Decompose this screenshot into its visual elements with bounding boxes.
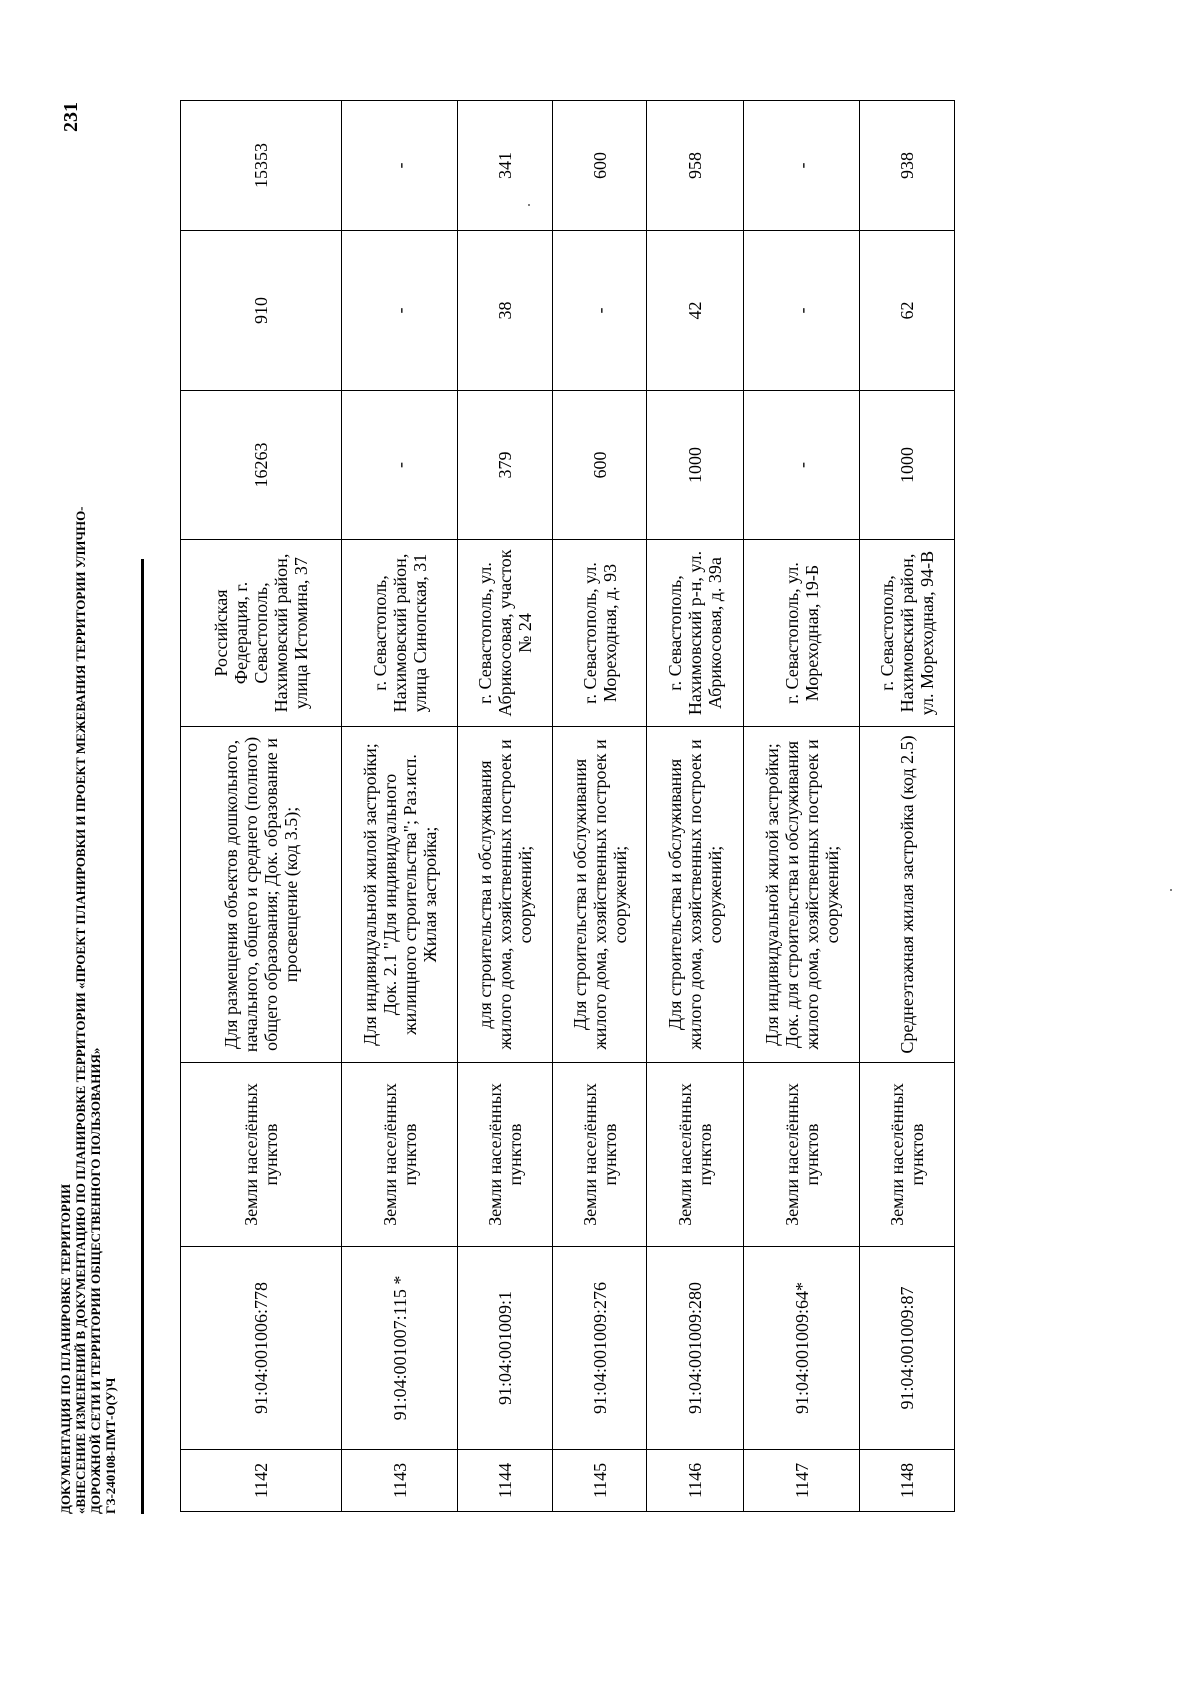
area: 379 bbox=[458, 391, 553, 540]
remaining-area: 15353 bbox=[181, 101, 342, 231]
area: 1000 bbox=[860, 391, 955, 540]
header-line: ДОКУМЕНТАЦИЯ ПО ПЛАНИРОВКЕ ТЕРРИТОРИИ bbox=[58, 1183, 73, 1514]
row-number: 1146 bbox=[647, 1450, 744, 1512]
area: 16263 bbox=[181, 391, 342, 540]
table-row bbox=[744, 101, 860, 1512]
cadastral-number: 91:04:001009:280 bbox=[647, 1247, 744, 1450]
intersection-area: 62 bbox=[860, 231, 955, 391]
address: г. Севастополь, ул. Мореходная, д. 93 bbox=[553, 540, 647, 727]
land-category: Земли населённых пунктов bbox=[553, 1063, 647, 1247]
land-category: Земли населённых пунктов bbox=[860, 1063, 955, 1247]
address: г. Севастополь, ул. Абрикосовая, участок № 24 bbox=[458, 540, 553, 727]
cadastral-number: 91:04:001009:276 bbox=[553, 1247, 647, 1450]
address: г. Севастополь, ул. Мореходная, 19-Б bbox=[744, 540, 860, 727]
area: 600 bbox=[553, 391, 647, 540]
scan-speck bbox=[1170, 889, 1172, 891]
land-category: Земли населённых пунктов bbox=[181, 1063, 342, 1247]
land-category: Земли населённых пунктов bbox=[744, 1063, 860, 1247]
header-line: «ВНЕСЕНИЕ ИЗМЕНЕНИЙ В ДОКУМЕНТАЦИЮ ПО ПЛАНИРОВКЕ ТЕРРИТОРИИ «ПРОЕКТ ПЛАНИРОВКИ И ПРОЕКТ МЕЖЕВАНИЯ ТЕРРИТОРИИ УЛИЧНО- bbox=[73, 506, 88, 1514]
intersection-area: 42 bbox=[647, 231, 744, 391]
cadastral-number: 91:04:001009:87 bbox=[860, 1247, 955, 1450]
remaining-area: - bbox=[342, 101, 458, 231]
cadastral-number: 91:04:001006:778 bbox=[181, 1247, 342, 1450]
table-row bbox=[458, 101, 553, 1512]
permitted-use: Для строительства и обслуживания жилого дома, хозяйственных построек и сооружений; bbox=[647, 727, 744, 1063]
cadastral-number: 91:04:001007:115 * bbox=[342, 1247, 458, 1450]
row-number: 1144 bbox=[458, 1450, 553, 1512]
remaining-area: - bbox=[744, 101, 860, 231]
area: - bbox=[342, 391, 458, 540]
address: г. Севастополь, Нахимовский район, ул. Мореходная, 94-В bbox=[860, 540, 955, 727]
address: г. Севастополь, Нахимовский р-н, ул. Абрикосовая, д. 39а bbox=[647, 540, 744, 727]
land-category: Земли населённых пунктов bbox=[458, 1063, 553, 1247]
cadastral-number: 91:04:001009:1 bbox=[458, 1247, 553, 1450]
parcel-table bbox=[180, 100, 955, 1512]
permitted-use: Для строительства и обслуживания жилого дома, хозяйственных построек и сооружений; bbox=[553, 727, 647, 1063]
intersection-area: - bbox=[553, 231, 647, 391]
remaining-area: 341 bbox=[458, 101, 553, 231]
scan-speck bbox=[528, 204, 530, 206]
address: г. Севастополь, Нахимовский район, улица Синопская, 31 bbox=[342, 540, 458, 727]
header-line: ДОРОЖНОЙ СЕТИ И ТЕРРИТОРИИ ОБЩЕСТВЕННОГО ПОЛЬЗОВАНИЯ» bbox=[88, 1047, 103, 1514]
permitted-use: Для размещения объектов дошкольного, начального, общего и среднего (полного) общего образования; Док. образование и просвещение (код 3.5); bbox=[181, 727, 342, 1063]
table-row bbox=[553, 101, 647, 1512]
permitted-use: Для индивидуальной жилой застройки; Док. 2.1 "Для индивидуального жилищного строительства"; Раз.исп. Жилая застройка; bbox=[342, 727, 458, 1063]
row-number: 1145 bbox=[553, 1450, 647, 1512]
table-row bbox=[181, 101, 342, 1512]
area: 1000 bbox=[647, 391, 744, 540]
row-number: 1147 bbox=[744, 1450, 860, 1512]
permitted-use: Для индивидуальной жилой застройки; Док. для строительства и обслуживания жилого дома, хозяйственных построек и сооружений; bbox=[744, 727, 860, 1063]
row-number: 1148 bbox=[860, 1450, 955, 1512]
header-line: ГЗ-240108-ПМТ-О(У)Ч bbox=[103, 1377, 118, 1514]
header-divider bbox=[141, 559, 144, 1514]
row-number: 1143 bbox=[342, 1450, 458, 1512]
intersection-area: 910 bbox=[181, 231, 342, 391]
permitted-use: для строительства и обслуживания жилого дома, хозяйственных построек и сооружений; bbox=[458, 727, 553, 1063]
row-number: 1142 bbox=[181, 1450, 342, 1512]
table-row bbox=[860, 101, 955, 1512]
cadastral-number: 91:04:001009:64* bbox=[744, 1247, 860, 1450]
remaining-area: 938 bbox=[860, 101, 955, 231]
intersection-area: - bbox=[342, 231, 458, 391]
permitted-use: Среднеэтажная жилая застройка (код 2.5) bbox=[860, 727, 955, 1063]
document-header bbox=[58, 14, 118, 1514]
remaining-area: 600 bbox=[553, 101, 647, 231]
intersection-area: - bbox=[744, 231, 860, 391]
address: Российская Федерация, г. Севастополь, Нахимовский район, улица Истомина, 37 bbox=[181, 540, 342, 727]
area: - bbox=[744, 391, 860, 540]
remaining-area: 958 bbox=[647, 101, 744, 231]
page-number: 231 bbox=[60, 102, 82, 132]
table-row bbox=[647, 101, 744, 1512]
land-category: Земли населённых пунктов bbox=[647, 1063, 744, 1247]
land-category: Земли населённых пунктов bbox=[342, 1063, 458, 1247]
intersection-area: 38 bbox=[458, 231, 553, 391]
table-row bbox=[342, 101, 458, 1512]
